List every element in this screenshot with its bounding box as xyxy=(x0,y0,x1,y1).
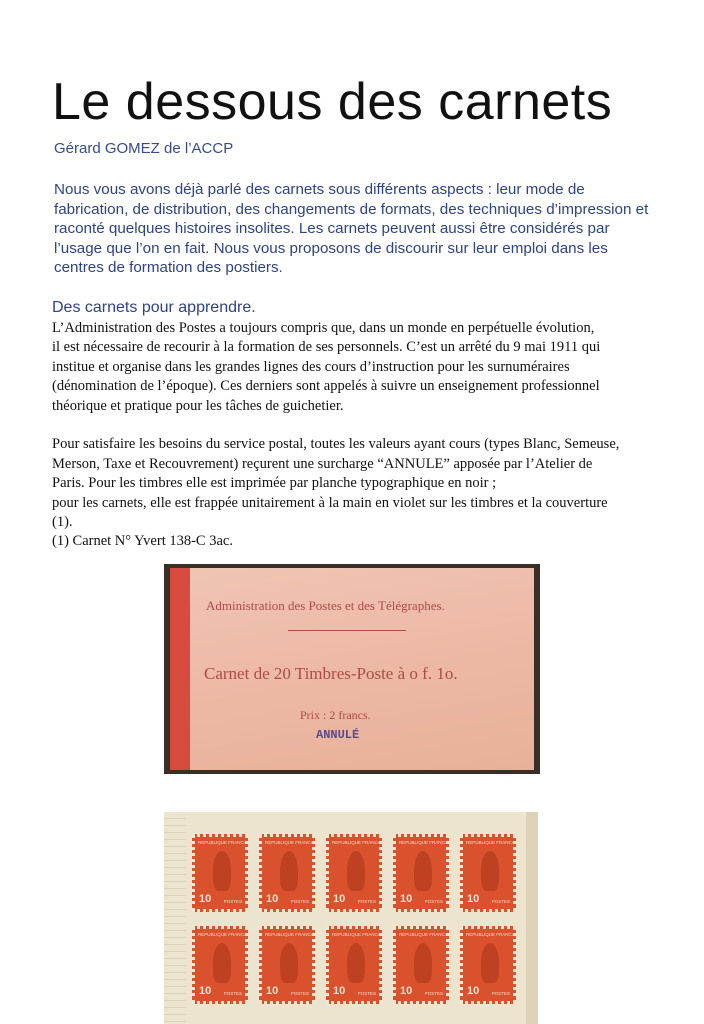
semeuse-stamp xyxy=(393,926,456,1004)
semeuse-stamp xyxy=(192,834,255,912)
stamp-header: REPUBLIQUE FRANCAISE xyxy=(265,840,322,845)
sower-figure-icon xyxy=(347,943,365,983)
stamp-header: REPUBLIQUE FRANCAISE xyxy=(399,840,456,845)
intro-paragraph xyxy=(54,180,704,278)
sower-figure-icon xyxy=(280,851,298,891)
stamp-postes: POSTES xyxy=(491,991,510,996)
carnet-cover-image xyxy=(164,564,540,774)
carnet-cover-paper xyxy=(170,568,534,770)
stamp-header: REPUBLIQUE FRANCAISE xyxy=(466,932,523,937)
intro-line: l’usage que l’on en fait. Nous vous proposons de discourir sur leur emploi dans les xyxy=(54,239,608,257)
paragraph-gap xyxy=(52,416,702,435)
semeuse-stamp xyxy=(326,834,389,912)
sower-figure-icon xyxy=(481,943,499,983)
stamp-header: REPUBLIQUE FRANCAISE xyxy=(198,840,255,845)
stamp-header: REPUBLIQUE FRANCAISE xyxy=(399,932,456,937)
pane-right-margin xyxy=(526,812,538,1024)
intro-line: fabrication, de distribution, des changements de formats, des techniques d’impression et xyxy=(54,200,649,218)
stamp-postes: POSTES xyxy=(491,899,510,904)
cover-red-strip xyxy=(170,568,190,770)
paragraph2-line: Pour satisfaire les besoins du service postal, toutes les valeurs ayant cours (types Blanc, Semeuse, xyxy=(52,436,620,453)
stamp-postes: POSTES xyxy=(424,991,443,996)
stamp-header: REPUBLIQUE FRANCAISE xyxy=(198,932,255,937)
stamp-value: 10 xyxy=(266,985,279,997)
stamp-postes: POSTES xyxy=(357,991,376,996)
intro-line: raconté quelques histoires insolites. Les carnets peuvent aussi être considérés par xyxy=(54,220,610,237)
paragraph1-line: il est nécessaire de recourir à la formation de ses personnels. C’est un arrêté du 9 mai 1911 qui xyxy=(52,339,601,356)
stamp-value: 10 xyxy=(467,893,480,905)
stamp-value: 10 xyxy=(333,893,346,905)
cover-rule xyxy=(288,630,406,631)
stamp-value: 10 xyxy=(467,985,480,997)
stamp-postes: POSTES xyxy=(223,899,242,904)
paragraph2-line: Paris. Pour les timbres elle est imprimée par planche typographique en noir ; xyxy=(52,475,497,492)
pane-stitch-margin xyxy=(164,812,186,1024)
stamp-value: 10 xyxy=(333,985,346,997)
paragraph2-line: Merson, Taxe et Recouvrement) reçurent une surcharge “ANNULE” apposée par l’Atelier de xyxy=(52,455,593,472)
paragraph2-line: (1). xyxy=(52,514,73,531)
stamp-header: REPUBLIQUE FRANCAISE xyxy=(466,840,523,845)
semeuse-stamp xyxy=(460,834,523,912)
stamp-value: 10 xyxy=(199,893,212,905)
stamp-postes: POSTES xyxy=(290,991,309,996)
cover-price-text: Prix : 2 francs. xyxy=(300,708,371,722)
annule-overprint: ANNULÉ xyxy=(316,728,360,742)
intro-line: Nous vous avons déjà parlé des carnets sous différents aspects : leur mode de xyxy=(54,181,585,198)
semeuse-stamp xyxy=(460,926,523,1004)
stamp-header: REPUBLIQUE FRANCAISE xyxy=(332,932,389,937)
semeuse-stamp xyxy=(259,834,322,912)
stamp-postes: POSTES xyxy=(223,991,242,996)
sower-figure-icon xyxy=(213,851,231,891)
semeuse-stamp xyxy=(326,926,389,1004)
sower-figure-icon xyxy=(414,851,432,891)
sower-figure-icon xyxy=(213,943,231,983)
paragraph1-line: théorique et pratique pour les tâches de guichetier. xyxy=(52,397,344,414)
sower-figure-icon xyxy=(414,943,432,983)
sower-figure-icon xyxy=(347,851,365,891)
page-title: Le dessous des carnets xyxy=(52,73,613,131)
paragraph2-line: pour les carnets, elle est frappée unitairement à la main en violet sur les timbres et la couverture xyxy=(52,494,608,511)
stamp-postes: POSTES xyxy=(357,899,376,904)
section-heading: Des carnets pour apprendre. xyxy=(52,299,256,316)
cover-administration-text: Administration des Postes et des Télégraphes. xyxy=(206,598,445,613)
semeuse-stamp xyxy=(259,926,322,1004)
stamp-header: REPUBLIQUE FRANCAISE xyxy=(265,932,322,937)
stamp-postes: POSTES xyxy=(424,899,443,904)
footnote: (1) Carnet N° Yvert 138-C 3ac. xyxy=(52,533,233,550)
semeuse-stamp xyxy=(393,834,456,912)
semeuse-stamp xyxy=(192,926,255,1004)
author-line: Gérard GOMEZ de l’ACCP xyxy=(54,140,234,157)
body-text xyxy=(52,319,702,552)
paragraph1-line: (dénomination de l’époque). Ces derniers sont appelés à suivre un enseignement professionnel xyxy=(52,378,600,395)
sower-figure-icon xyxy=(481,851,499,891)
sower-figure-icon xyxy=(280,943,298,983)
stamp-value: 10 xyxy=(400,893,413,905)
stamp-value: 10 xyxy=(266,893,279,905)
stamp-postes: POSTES xyxy=(290,899,309,904)
stamp-value: 10 xyxy=(400,985,413,997)
paragraph1-line: institue et organise dans les grandes lignes des cours d’instruction pour les surnuméraires xyxy=(52,358,570,375)
stamp-pane-image xyxy=(164,812,538,1024)
paragraph1-line: L’Administration des Postes a toujours compris que, dans un monde en perpétuelle évolution, xyxy=(52,320,595,336)
stamp-header: REPUBLIQUE FRANCAISE xyxy=(332,840,389,845)
cover-carnet-text: Carnet de 20 Timbres-Poste à o f. 1o. xyxy=(204,664,458,683)
stamp-value: 10 xyxy=(199,985,212,997)
intro-line: centres de formation des postiers. xyxy=(54,259,283,276)
